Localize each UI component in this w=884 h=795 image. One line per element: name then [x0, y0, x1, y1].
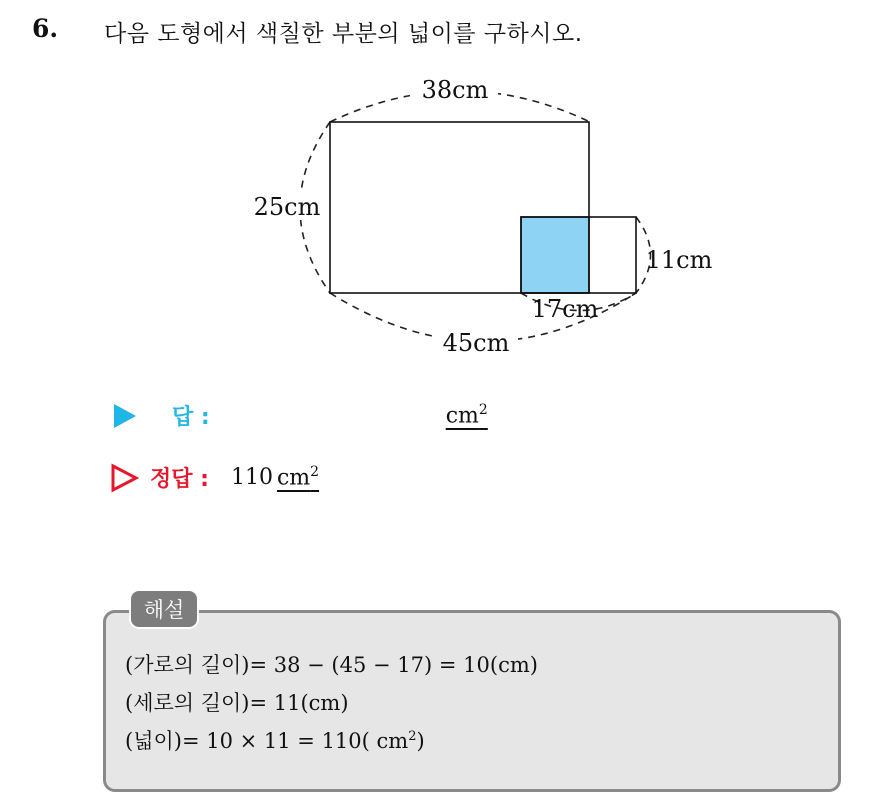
question-number: 6. — [32, 14, 59, 43]
correct-answer-unit: $cm^2$ — [276, 464, 320, 491]
explanation-line-1: (가로의 길이)= 38 − (45 − 17) = 10(cm) — [125, 653, 538, 677]
correct-answer-value: 110 — [230, 465, 273, 490]
answer-row — [112, 400, 532, 431]
play-arrow-icon — [112, 402, 138, 430]
left-label: 25cm — [253, 193, 321, 221]
explanation-tag: 해설 — [129, 589, 199, 629]
inner-bottom-label: 17cm — [531, 295, 599, 323]
bottom-label: 45cm — [442, 329, 510, 357]
correct-answer-row — [110, 462, 319, 493]
right-label: 11cm — [645, 246, 713, 274]
explanation-line-2: (세로의 길이)= 11(cm) — [125, 691, 349, 715]
top-label: 38cm — [421, 76, 489, 104]
outline-arrow-icon — [110, 463, 140, 493]
answer-label: 답 : — [172, 405, 210, 430]
answer-unit: $cm^2$ — [445, 402, 488, 429]
question-text: 다음 도형에서 색칠한 부분의 넓이를 구하시오. — [104, 21, 583, 47]
explanation-line-3: (넓이)= 10 × 11 = 110( $cm^2$) — [125, 729, 425, 753]
shaded-region — [521, 217, 589, 293]
figure-diagram — [0, 0, 884, 380]
correct-answer-label: 정답 : — [150, 467, 209, 492]
